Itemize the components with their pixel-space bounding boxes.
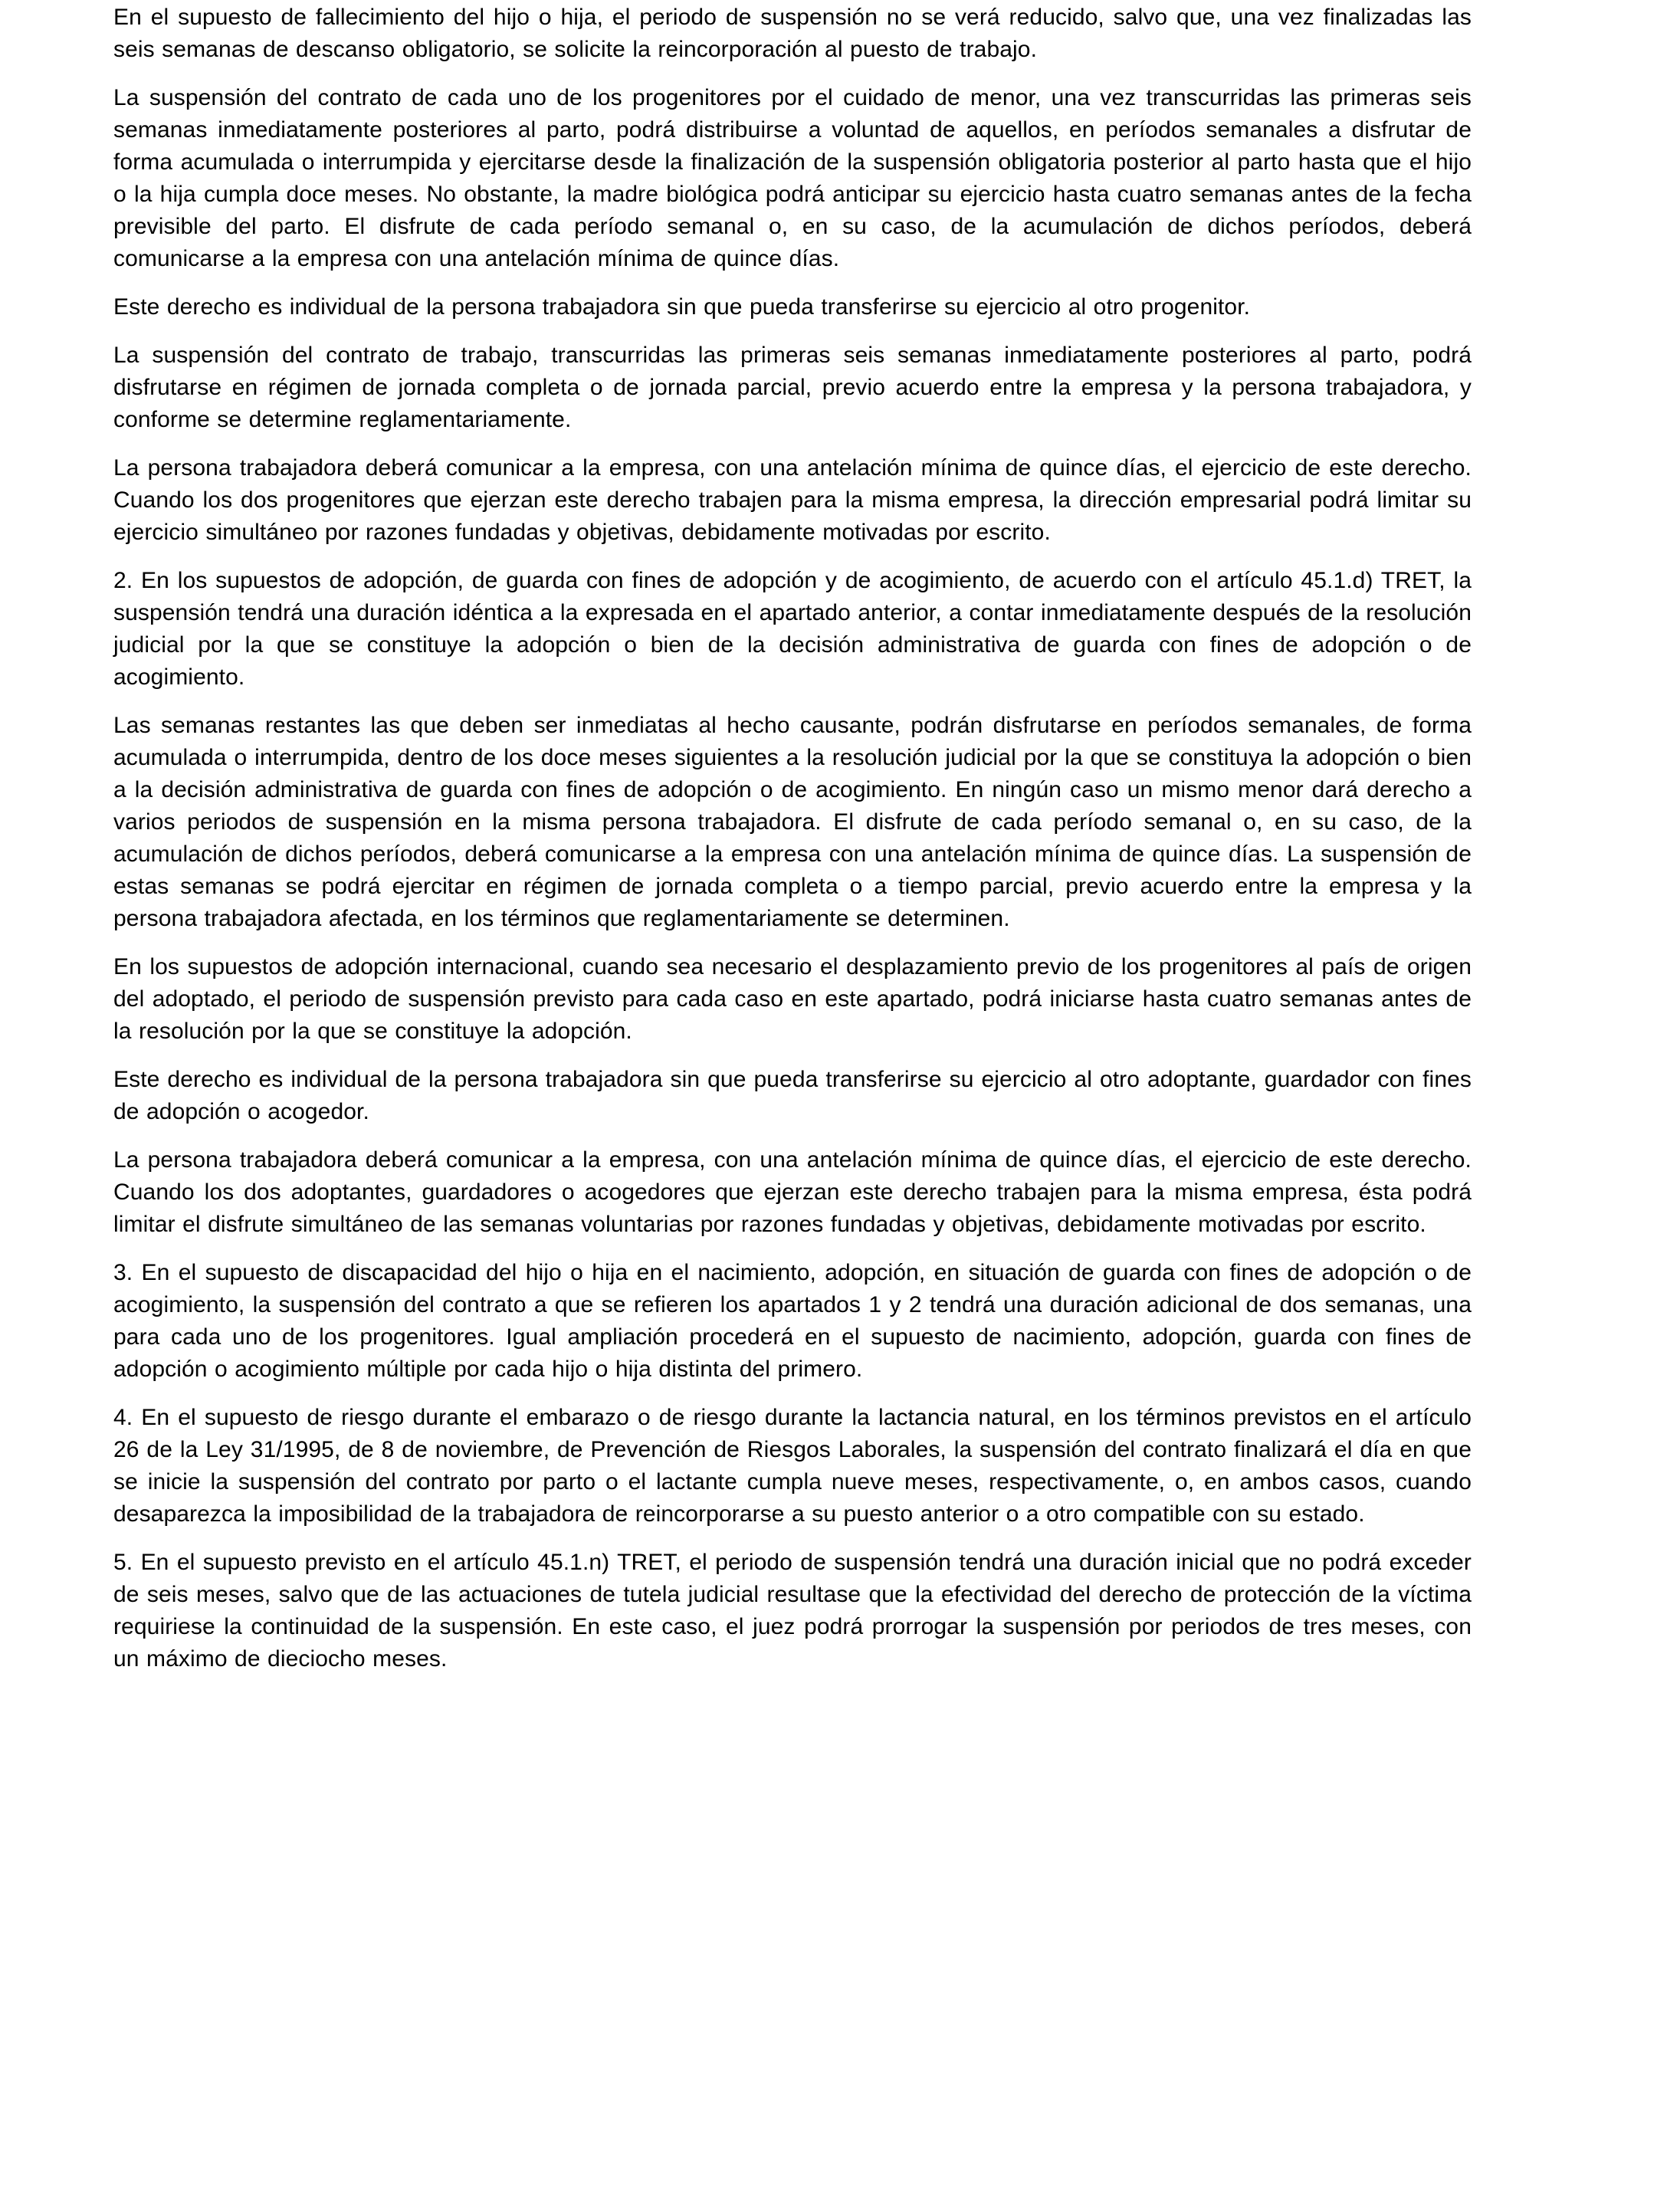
- paragraph: Este derecho es individual de la persona trabajadora sin que pueda transferirse su ejercicio al otro adoptante, guardador con fines de adopción o acogedor.: [113, 1067, 1472, 1124]
- paragraph: La persona trabajadora deberá comunicar a la empresa, con una antelación mínima de quince días, el ejercicio de este derecho. Cuando los dos adoptantes, guardadores o acogedores que ejerzan este derecho trabajen para la misma empresa, ésta podrá limitar el disfrute simultáneo de las semanas voluntarias por razones fundadas y objetivas, debidamente motivadas por escrito.: [113, 1147, 1472, 1237]
- paragraph: 2. En los supuestos de adopción, de guarda con fines de adopción y de acogimiento, de acuerdo con el artículo 45.1.d) TRET, la suspensión tendrá una duración idéntica a la expresada en el apartado anterior, a contar inmediatamente después de la resolución judicial por la que se constituye la adopción o bien de la decisión administrativa de guarda con fines de adopción o de acogimiento.: [113, 568, 1472, 690]
- paragraph: En los supuestos de adopción internacional, cuando sea necesario el desplazamiento previo de los progenitores al país de origen del adoptado, el periodo de suspensión previsto para cada caso en este apartado, podrá iniciarse hasta cuatro semanas antes de la resolución por la que se constituye la adopción.: [113, 954, 1472, 1044]
- paragraph: 4. En el supuesto de riesgo durante el embarazo o de riesgo durante la lactancia natural, en los términos previstos en el artículo 26 de la Ley 31/1995, de 8 de noviembre, de Prevención de Riesgos Laborales, la suspensión del contrato finalizará el día en que se inicie la suspensión del contrato por parto o el lactante cumpla nueve meses, respectivamente, o, en ambos casos, cuando desaparezca la imposibilidad de la trabajadora de reincorporarse a su puesto anterior o a otro compatible con su estado.: [113, 1405, 1472, 1527]
- paragraph: La suspensión del contrato de trabajo, transcurridas las primeras seis semanas inmediatamente posteriores al parto, podrá disfrutarse en régimen de jornada completa o de jornada parcial, previo acuerdo entre la empresa y la persona trabajadora, y conforme se determine reglamentariamente.: [113, 343, 1472, 432]
- paragraph: En el supuesto de fallecimiento del hijo o hija, el periodo de suspensión no se verá reducido, salvo que, una vez finalizadas las seis semanas de descanso obligatorio, se solicite la reincorporación al puesto de trabajo.: [113, 5, 1472, 62]
- paragraph: 3. En el supuesto de discapacidad del hijo o hija en el nacimiento, adopción, en situación de guarda con fines de adopción o de acogimiento, la suspensión del contrato a que se refieren los apartados 1 y 2 tendrá una duración adicional de dos semanas, una para cada uno de los progenitores. Igual ampliación procederá en el supuesto de nacimiento, adopción, guarda con fines de adopción o acogimiento múltiple por cada hijo o hija distinta del primero.: [113, 1260, 1472, 1382]
- paragraph: 5. En el supuesto previsto en el artículo 45.1.n) TRET, el periodo de suspensión tendrá una duración inicial que no podrá exceder de seis meses, salvo que de las actuaciones de tutela judicial resultase que la efectividad del derecho de protección de la víctima requiriese la continuidad de la suspensión. En este caso, el juez podrá prorrogar la suspensión por periodos de tres meses, con un máximo de dieciocho meses.: [113, 1550, 1472, 1672]
- paragraph: Las semanas restantes las que deben ser inmediatas al hecho causante, podrán disfrutarse en períodos semanales, de forma acumulada o interrumpida, dentro de los doce meses siguientes a la resolución judicial por la que se constituya la adopción o bien a la decisión administrativa de guarda con fines de adopción o de acogimiento. En ningún caso un mismo menor dará derecho a varios periodos de suspensión en la misma persona trabajadora. El disfrute de cada período semanal o, en su caso, de la acumulación de dichos períodos, deberá comunicarse a la empresa con una antelación mínima de quince días. La suspensión de estas semanas se podrá ejercitar en régimen de jornada completa o a tiempo parcial, previo acuerdo entre la empresa y la persona trabajadora afectada, en los términos que reglamentariamente se determinen.: [113, 713, 1472, 931]
- paragraph: Este derecho es individual de la persona trabajadora sin que pueda transferirse su ejercicio al otro progenitor.: [113, 294, 1251, 320]
- paragraph: La suspensión del contrato de cada uno de los progenitores por el cuidado de menor, una vez transcurridas las primeras seis semanas inmediatamente posteriores al parto, podrá distribuirse a voluntad de aquellos, en períodos semanales a disfrutar de forma acumulada o interrumpida y ejercitarse desde la finalización de la suspensión obligatoria posterior al parto hasta que el hijo o la hija cumpla doce meses. No obstante, la madre biológica podrá anticipar su ejercicio hasta cuatro semanas antes de la fecha previsible del parto. El disfrute de cada período semanal o, en su caso, de la acumulación de dichos períodos, deberá comunicarse a la empresa con una antelación mínima de quince días.: [113, 85, 1472, 271]
- paragraph: La persona trabajadora deberá comunicar a la empresa, con una antelación mínima de quince días, el ejercicio de este derecho. Cuando los dos progenitores que ejerzan este derecho trabajen para la misma empresa, la dirección empresarial podrá limitar su ejercicio simultáneo por razones fundadas y objetivas, debidamente motivadas por escrito.: [113, 455, 1472, 545]
